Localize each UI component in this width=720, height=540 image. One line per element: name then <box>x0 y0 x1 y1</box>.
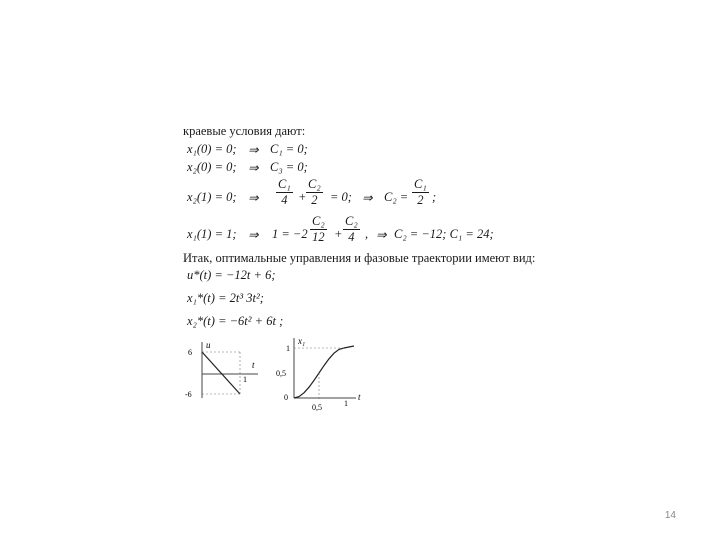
cond3-lhs: x₂(1) = 0; <box>187 190 237 204</box>
cond3-eq0: = 0; <box>330 190 352 204</box>
cond3-arrow2-icon: ⇒ <box>362 191 373 205</box>
solution-x2: x₂*(t) = −6t² + 6t ; <box>187 314 284 328</box>
plot-x1-tick-0: 0 <box>284 393 288 402</box>
page-number: 14 <box>664 510 676 521</box>
cond2-arrow-icon: ⇒ <box>248 161 259 175</box>
cond4-frac1: $\frac{\text{C₂}}{12}$ <box>312 214 325 244</box>
plot-x1-series-curve <box>294 346 354 398</box>
plot-u-ylabel: u <box>206 340 211 350</box>
plot-u-tick-x1: 1 <box>243 375 247 384</box>
plot-x1-tick-x1: 1 <box>344 399 348 408</box>
cond4-frac2: $\frac{\text{C₂}}{4}$ <box>345 214 358 244</box>
cond2-lhs: x₂(0) = 0; <box>187 160 237 174</box>
heading: краевые условия дают: <box>183 124 306 138</box>
cond4-arrow-icon: ⇒ <box>248 228 259 242</box>
cond4-result: C₂ = −12; C₁ = 24; <box>394 227 494 241</box>
cond4-comma: , <box>365 227 369 241</box>
plot-u-tick-6: 6 <box>188 348 192 357</box>
cond3-end: ; <box>432 190 437 204</box>
plot-u <box>180 338 270 408</box>
plot-u-tick-neg6: -6 <box>185 390 192 399</box>
cond3-frac2: $\frac{\text{C₂}}{2}$ <box>308 177 321 207</box>
cond4-arrow2-icon: ⇒ <box>376 228 387 242</box>
cond4-lhs: x₁(1) = 1; <box>187 227 237 241</box>
solution-u: u*(t) = −12t + 6; <box>187 268 276 282</box>
cond3-frac1: $\frac{\text{C₁}}{4}$ <box>278 177 291 207</box>
plot-u-series-line <box>202 352 240 394</box>
plot-x1-xlabel: t <box>358 392 361 402</box>
plot-x1 <box>272 334 372 414</box>
cond3-c2eq: C₂ = <box>384 190 409 204</box>
plot-x1-tick-x-half: 0,5 <box>312 403 322 412</box>
cond3-frac3: $\frac{\text{C₁}}{2}$ <box>414 177 427 207</box>
cond4-prefix: 1 = −2 <box>272 227 308 241</box>
cond1-rhs: C₁ = 0; <box>270 142 308 156</box>
solution-x1: x₁*(t) = 2t³ 3t²; <box>187 291 264 305</box>
cond2-rhs: C₃ = 0; <box>270 160 308 174</box>
cond4-plus: + <box>334 227 343 241</box>
plot-x1-tick-half: 0,5 <box>276 369 286 378</box>
cond3-arrow-icon: ⇒ <box>248 191 259 205</box>
summary: Итак, оптимальные управления и фазовые траектории имеют вид: <box>183 251 536 265</box>
plot-x1-tick-1: 1 <box>286 344 290 353</box>
plot-u-xlabel: t <box>252 360 255 370</box>
cond1-arrow-icon: ⇒ <box>248 143 259 157</box>
plot-x1-ylabel: x₁ <box>298 336 306 346</box>
cond3-plus: + <box>298 190 307 204</box>
cond1-lhs: x₁(0) = 0; <box>187 142 237 156</box>
